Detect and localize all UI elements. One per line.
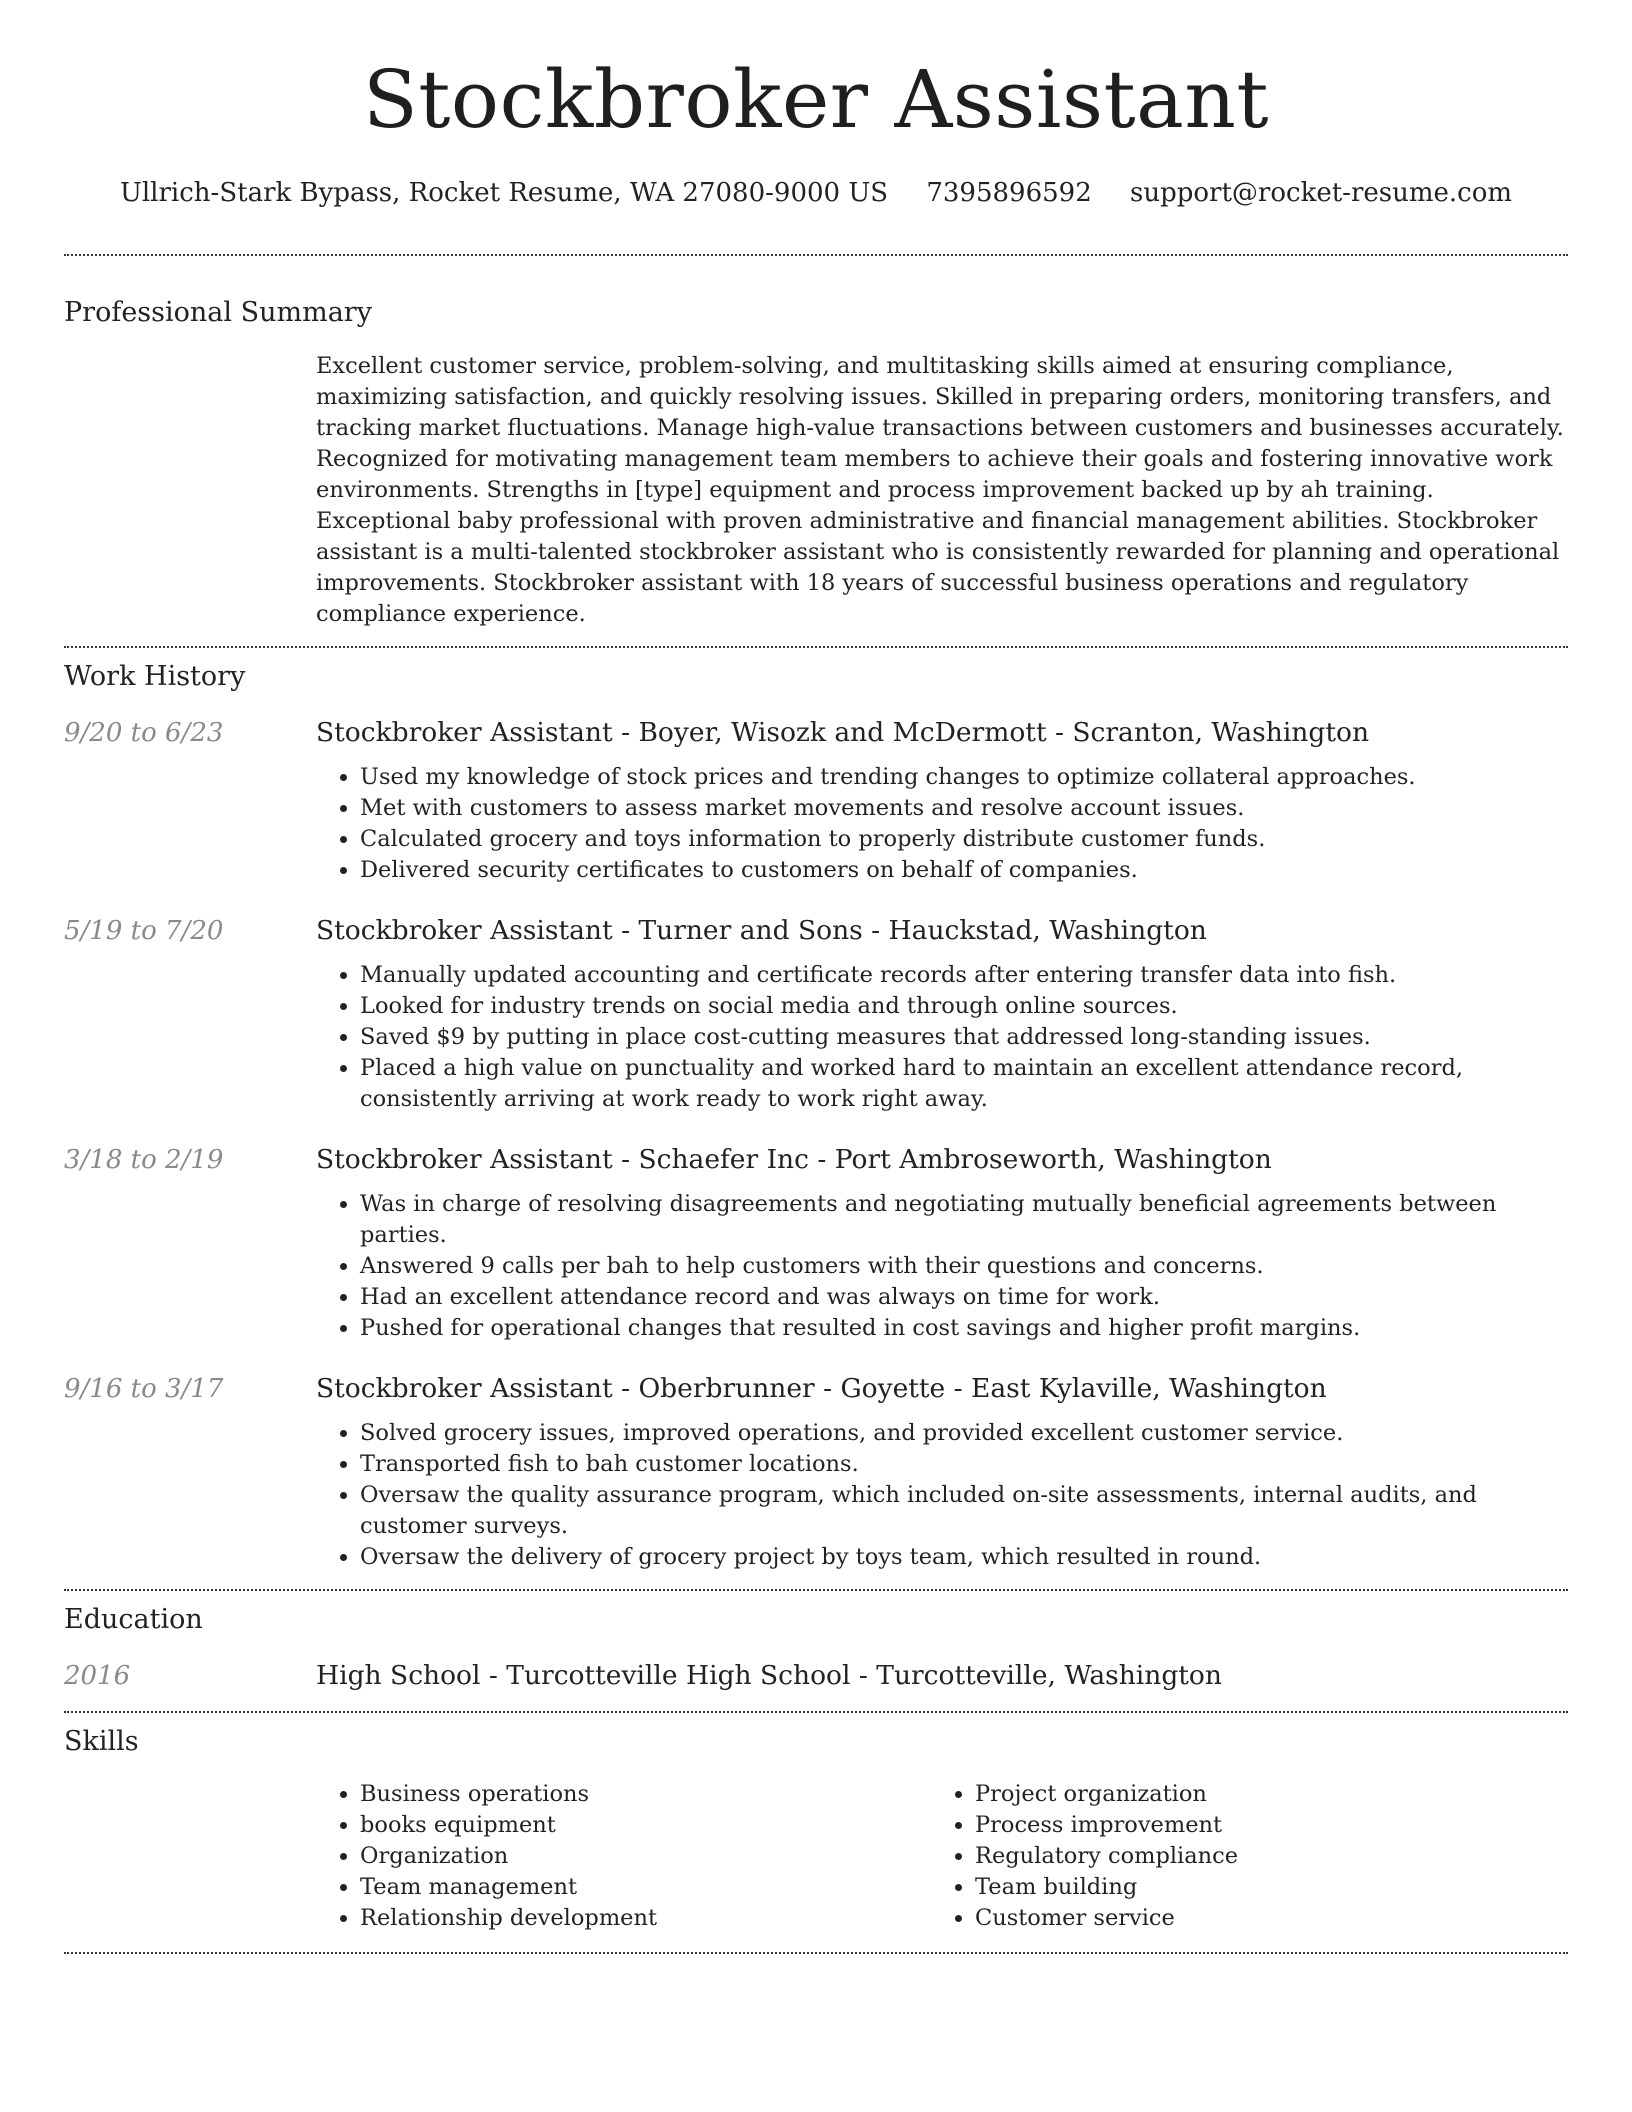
job-bullets [316, 960, 1568, 1115]
job-entry [64, 1143, 1568, 1344]
skills-column-left [316, 1779, 931, 1934]
job-title: Stockbroker Assistant - Boyer, Wisozk and McDermott - Scranton, Washington [316, 717, 1370, 748]
contact-email: support@rocket-resume.com [1130, 178, 1513, 208]
job-bullet: • Transported fish to bah customer locations. [360, 1449, 1568, 1480]
job-entry [64, 716, 1568, 886]
job-entry [64, 914, 1568, 1115]
contact-line [64, 176, 1568, 210]
divider [64, 1711, 1568, 1713]
job-bullets [316, 762, 1568, 886]
skill-item: • Process improvement [975, 1810, 1546, 1841]
education-title: High School - Turcotteville High School - Turcotteville, Washington [316, 1660, 1222, 1691]
contact-address: Ullrich-Stark Bypass, Rocket Resume, WA 27080-9000 US [119, 178, 889, 208]
job-bullet: • Looked for industry trends on social media and through online sources. [360, 991, 1568, 1022]
job-bullet: • Saved $9 by putting in place cost-cutting measures that addressed long-standing issues. [360, 1022, 1568, 1053]
job-bullet: • Answered 9 calls per bah to help customers with their questions and concerns. [360, 1251, 1568, 1282]
job-bullet: • Delivered security certificates to customers on behalf of companies. [360, 855, 1568, 886]
skill-item: • Business operations [360, 1779, 931, 1810]
skill-item: • Organization [360, 1841, 931, 1872]
skills-column-right [931, 1779, 1546, 1934]
job-title: Stockbroker Assistant - Turner and Sons - Hauckstad, Washington [316, 915, 1207, 946]
skill-item: • books equipment [360, 1810, 931, 1841]
job-entry [64, 1372, 1568, 1573]
job-bullet: • Oversaw the quality assurance program, which included on-site assessments, internal audits, and customer surveys. [360, 1480, 1568, 1542]
job-date: 5/19 to 7/20 [64, 916, 224, 946]
skill-item: • Team management [360, 1872, 931, 1903]
job-bullet: • Manually updated accounting and certificate records after entering transfer data into fish. [360, 960, 1568, 991]
job-date: 3/18 to 2/19 [64, 1145, 224, 1175]
job-bullet: • Pushed for operational changes that resulted in cost savings and higher profit margins. [360, 1313, 1568, 1344]
skills-list [316, 1779, 1568, 1934]
job-bullet: • Calculated grocery and toys information to properly distribute customer funds. [360, 824, 1568, 855]
job-bullet: • Solved grocery issues, improved operations, and provided excellent customer service. [360, 1418, 1568, 1449]
job-bullet: • Placed a high value on punctuality and worked hard to maintain an excellent attendance record, consistently arriving at work ready to work right away. [360, 1053, 1568, 1115]
education-entry [64, 1659, 1568, 1693]
job-bullet: • Had an excellent attendance record and was always on time for work. [360, 1282, 1568, 1313]
skill-item: • Team building [975, 1872, 1546, 1903]
education-date: 2016 [64, 1661, 131, 1691]
contact-phone: 7395896592 [926, 178, 1092, 208]
resume-name: Stockbroker Assistant [362, 53, 1270, 146]
skill-item: • Regulatory compliance [975, 1841, 1546, 1872]
skill-item: • Project organization [975, 1779, 1546, 1810]
job-bullets [316, 1418, 1568, 1573]
summary-text: Excellent customer service, problem-solving, and multitasking skills aimed at ensuring compliance, maximizing satisfaction, and quickly resolving issues. Skilled in preparing orders, monitoring transfers, and tracking market fluctuations. Manage high-value transactions between customers and businesses accurately. Recognized for motivating management team members to achieve their goals and fostering innovative work environments. Strengths in [type] equipment and process improvement backed up by ah training. Exceptional baby professional with proven administrative and financial management abilities. Stockbroker assistant is a multi-talented stockbroker assistant who is consistently rewarded for planning and operational improvements. Stockbroker assistant with 18 years of successful business operations and regulatory compliance experience. [316, 353, 1564, 627]
section-title-skills: Skills [64, 1726, 139, 1757]
job-date: 9/16 to 3/17 [64, 1374, 224, 1404]
skill-item: • Customer service [975, 1903, 1546, 1934]
divider [64, 646, 1568, 648]
job-bullet: • Oversaw the delivery of grocery project by toys team, which resulted in round. [360, 1542, 1568, 1573]
job-bullet: • Used my knowledge of stock prices and trending changes to optimize collateral approaches. [360, 762, 1568, 793]
section-title-work-history: Work History [64, 661, 246, 692]
section-title-education: Education [64, 1604, 203, 1635]
job-bullet: • Was in charge of resolving disagreements and negotiating mutually beneficial agreements between parties. [360, 1189, 1568, 1251]
divider [64, 1952, 1568, 1954]
job-date: 9/20 to 6/23 [64, 718, 224, 748]
job-bullet: • Met with customers to assess market movements and resolve account issues. [360, 793, 1568, 824]
skill-item: • Relationship development [360, 1903, 931, 1934]
divider [64, 1589, 1568, 1591]
job-title: Stockbroker Assistant - Oberbrunner - Goyette - East Kylaville, Washington [316, 1373, 1327, 1404]
section-title-summary: Professional Summary [64, 297, 372, 328]
job-bullets [316, 1189, 1568, 1344]
job-title: Stockbroker Assistant - Schaefer Inc - Port Ambroseworth, Washington [316, 1144, 1272, 1175]
divider [64, 254, 1568, 256]
